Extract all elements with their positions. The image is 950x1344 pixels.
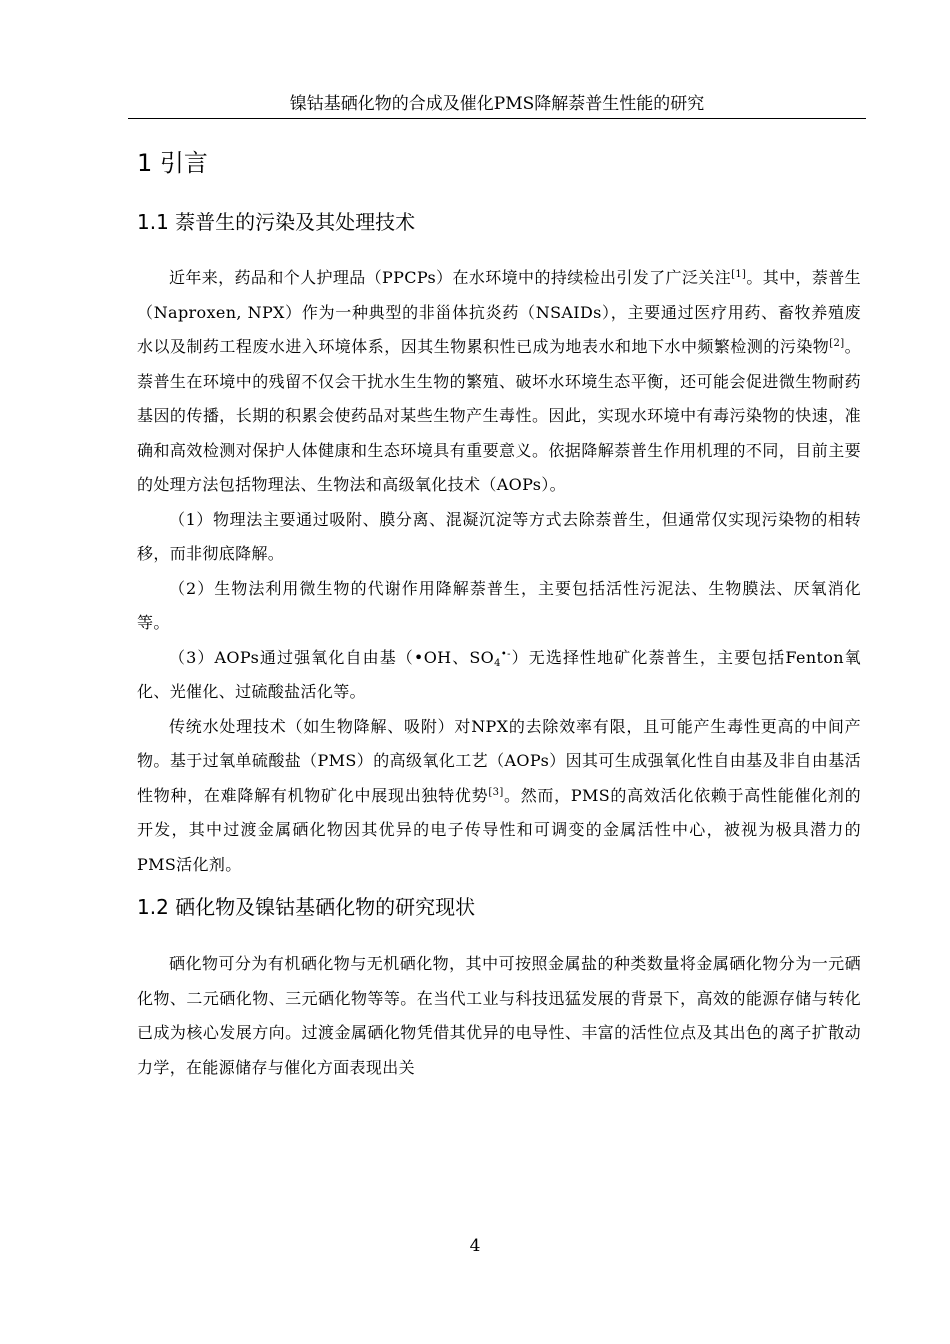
subscript: 4 xyxy=(494,657,501,669)
section-heading-1-1: 1.1 萘普生的污染及其处理技术 xyxy=(137,210,416,234)
section-heading-1-2: 1.2 硒化物及镍钴基硒化物的研究现状 xyxy=(137,895,476,919)
citation-ref: [2] xyxy=(829,338,845,349)
paragraph-text: 。萘普生在环境中的残留不仅会干扰水生生物的繁殖、破坏水环境生态平衡，还可能会促进微生物耐药基因的传播，长期的积累会使药品对某些生物产生毒性。因此，实现水环境中有毒污染物的快速，准确和高效检测对保护人体健康和生态环境具有重要意义。依据降解萘普生作用机理的不同，目前主要的处理方法包括物理法、生物法和高级氧化技术（AOPs）。 xyxy=(137,337,861,494)
page-number: 4 xyxy=(469,1236,481,1256)
list-item-biological: （2）生物法利用微生物的代谢作用降解萘普生，主要包括活性污泥法、生物膜法、厌氧消化等。 xyxy=(137,578,861,632)
paragraph-text: ）无选择性地矿化萘普生，主要包括Fenton氧化、光催化、过硫酸盐活化等。 xyxy=(137,647,862,701)
paragraph-text: （3）AOPs通过强氧化自由基（•OH、SO xyxy=(169,647,495,667)
citation-ref: [1] xyxy=(731,269,747,280)
paragraph xyxy=(137,710,861,883)
list-item-aops xyxy=(137,641,861,710)
citation-ref: [3] xyxy=(488,786,504,798)
paragraph: 硒化物可分为有机硒化物与无机硒化物，其中可按照金属盐的种类数量将金属硒化物分为一元硒化物、二元硒化物、三元硒化物等等。在当代工业与科技迅猛发展的背景下，高效的能源存储与转化已成为核心发展方向。过渡金属硒化物凭借其优异的电导性、丰富的活性位点及其出色的离子扩散动力学，在能源储存与催化方面表现出关 xyxy=(137,954,861,1077)
paragraph-text: 近年来，药品和个人护理品（PPCPs）在水环境中的持续检出引发了广泛关注 xyxy=(169,268,732,287)
paragraph xyxy=(137,261,861,503)
list-item-physical: （1）物理法主要通过吸附、膜分离、混凝沉淀等方式去除萘普生，但通常仅实现污染物的相转移，而非彻底降解。 xyxy=(137,509,861,563)
superscript: •- xyxy=(500,648,511,660)
chapter-heading: 1 引言 xyxy=(137,149,208,177)
paragraph-text: 传统水处理技术（如生物降解、吸附）对NPX的去除效率有限，且可能产生毒性更高的中间产物。基于过氧单硫酸盐（PMS）的高级氧化工艺（AOPs）因其可生成强氧化性自由基及非自由基活性物种，在难降解有机物矿化中展现出独特优势 xyxy=(137,716,861,805)
paragraph-text: 。然而，PMS的高效活化依赖于高性能催化剂的开发，其中过渡金属硒化物因其优异的电子传导性和可调变的金属活性中心，被视为极具潜力的PMS活化剂。 xyxy=(137,785,862,874)
running-header: 镍钴基硒化物的合成及催化PMS降解萘普生性能的研究 xyxy=(128,93,866,119)
paragraph-text: 。其中，萘普生（Naproxen, NPX）作为一种典型的非甾体抗炎药（NSAIDs），主要通过医疗用药、畜牧养殖废水以及制药工程废水进入环境体系，因其生物累积性已成为地表水和地下水中频繁检测的污染物 xyxy=(137,268,861,356)
page-body xyxy=(137,140,861,1085)
